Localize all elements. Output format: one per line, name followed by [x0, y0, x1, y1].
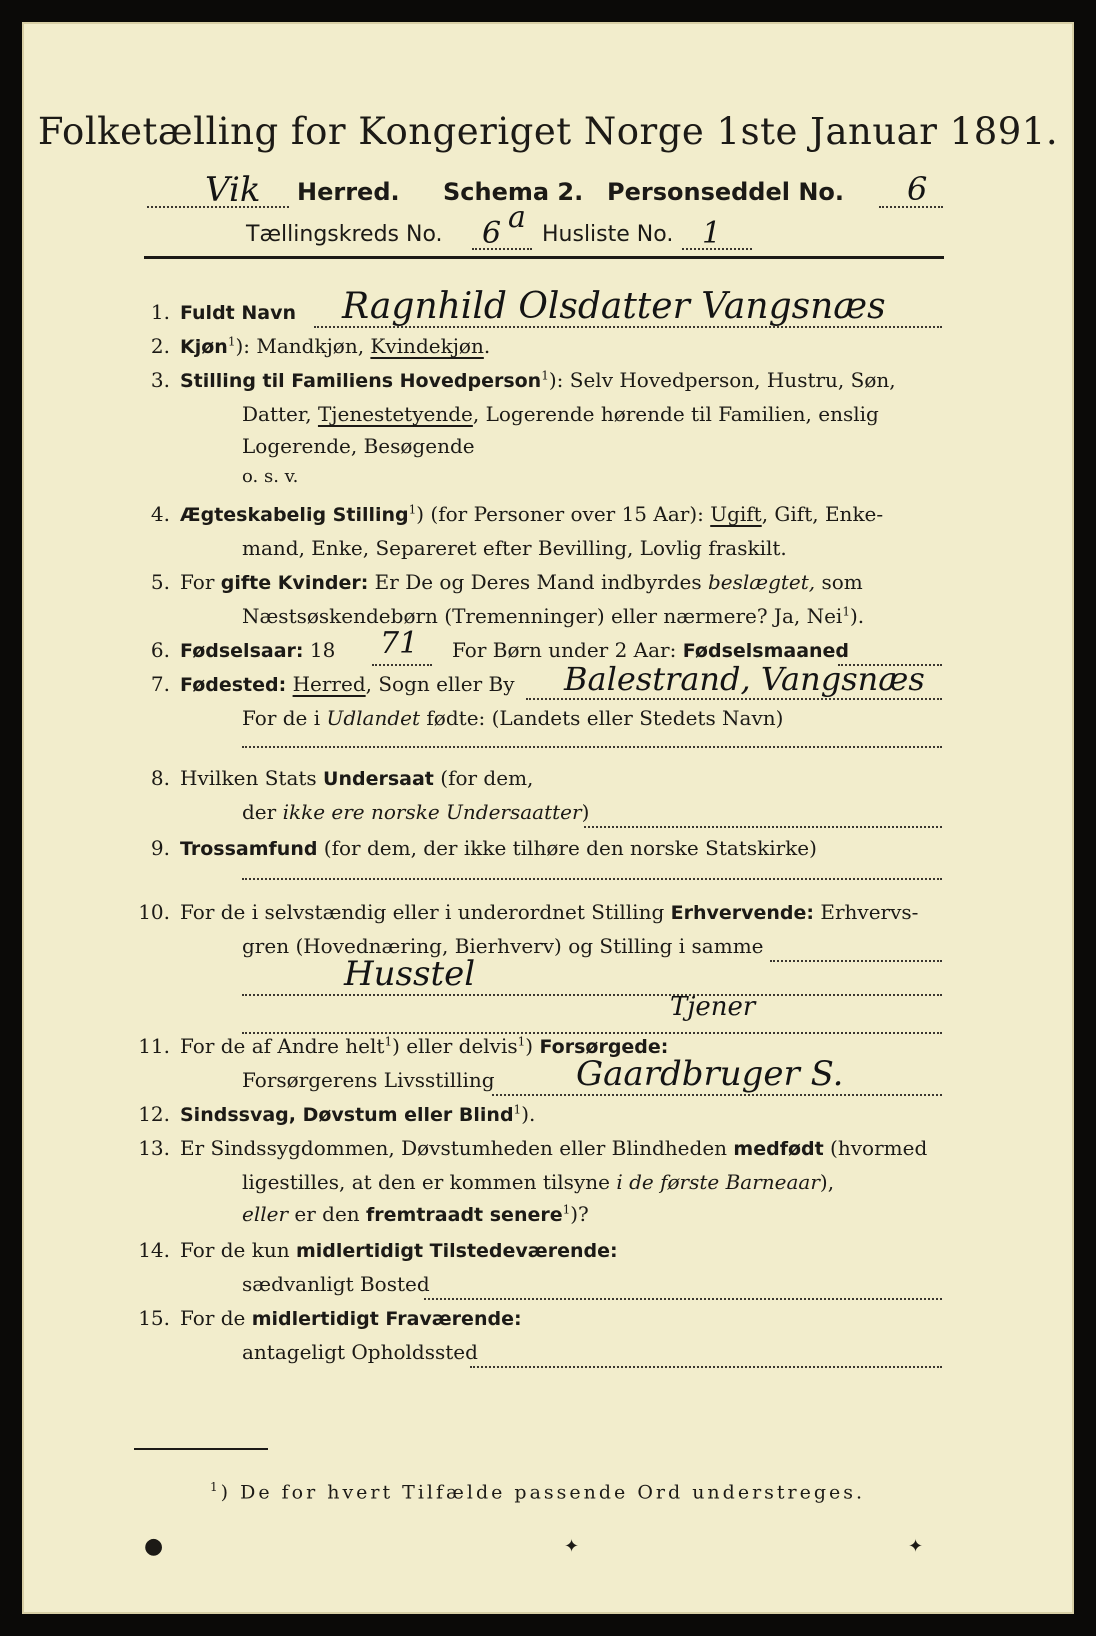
occupation-answer-2: Tjener	[670, 992, 756, 1022]
item-11: 11. For de af Andre helt$^1$) eller delvis$^1$) Forsørgede:	[138, 1034, 669, 1058]
item-8: 8. Hvilken Stats Undersaat (for dem,	[150, 766, 534, 790]
husliste-value: 1	[702, 216, 722, 251]
header-line-kreds	[246, 200, 866, 254]
item-5: 5. For gifte Kvinder: Er De og Deres Mand indbyrdes beslægtet, som	[150, 570, 863, 594]
item-9: 9. Trossamfund (for dem, der ikke tilhøre den norske Statskirke)	[150, 836, 817, 860]
footnote: $^1$) De for hvert Tilfælde passende Ord understreges.	[210, 1480, 866, 1504]
item-6: 6. Fødselsaar: 18	[150, 638, 336, 662]
item-14: 14. For de kun midlertidigt Tilstedeværende:	[138, 1238, 618, 1262]
item-13: 13. Er Sindssygdommen, Døvstumheden eller Blindheden medfødt (hvormed	[138, 1136, 928, 1160]
form-title: Folketælling for Kongeriget Norge 1ste Januar 1891.	[37, 110, 1059, 153]
personseddel-value: 6	[907, 170, 928, 208]
kreds-superscript: a	[508, 200, 526, 235]
full-name-answer: Ragnhild Olsdatter Vangsnæs	[342, 286, 886, 327]
birthplace-answer: Balestrand, Vangsnæs	[564, 660, 925, 698]
schema-label: Schema 2.	[443, 178, 584, 206]
kreds-value: 6	[482, 216, 502, 251]
item-4: 4. Ægteskabelig Stilling$^1$) (for Personer over 15 Aar): Ugift, Gift, Enke-	[150, 502, 884, 526]
item-7: 7. Fødested: Herred, Sogn eller By	[150, 672, 515, 696]
husliste-label: Husliste No.	[542, 222, 674, 247]
occupation-answer: Husstel	[344, 954, 476, 994]
item-10: 10. For de i selvstændig eller i underordnet Stilling Erhvervende: Erhvervs-	[138, 900, 919, 924]
birth-year-answer: 71	[380, 626, 419, 661]
header-line-herred	[147, 172, 951, 212]
item-15: 15. For de midlertidigt Fraværende:	[138, 1306, 522, 1330]
ink-mark-left: ●	[144, 1534, 164, 1559]
item-3: 3. Stilling til Familiens Hovedperson$^1$): Selv Hovedperson, Hustru, Søn,	[150, 368, 896, 392]
position-answer-tjenestetyende: Tjenestetyende	[317, 402, 473, 426]
provider-answer: Gaardbruger S.	[576, 1054, 844, 1094]
marital-answer-ugift: Ugift	[710, 502, 762, 526]
herred-value: Vik	[205, 170, 261, 210]
ink-mark-right: ✦	[908, 1536, 924, 1557]
census-form-page: Folketælling for Kongeriget Norge 1ste Januar 1891. Vik Herred. Schema 2. Personseddel No. 6 Tællingskreds No. 6 a Husliste No. 1 1. Fuldt Navn Ragnhild Olsdatter Vangsnæs 2. Kjøn$^1$): Mandkjøn, Kvindekjøn. 3. Stilling til Familiens Hovedperson$^1$): Selv Hovedperson, Hustru, Søn, Datter, Tjenestetyende, Logerende hørende til Familien, enslig Logerende, Besøgende o. s. v. 4. Ægteskabelig Stilling$^1$) (for Personer over 15 Aar): Ugift, Gift, Enke- mand, Enke, Separeret efter Bevilling, Lovlig fraskilt. 5. For gifte Kvinder: Er De og Deres Mand indbyrdes beslægtet, som Næstsøskendebørn (Tremenninger) eller nærmere? Ja, Nei$^1$). 6. Fødselsaar: 18 71 For Børn under 2 Aar: Fødselsmaaned 7. Fødested: Herred, Sogn eller By Balestrand, Vangsnæs For de i Udlandet fødte: (Landets eller Stedets Navn) 8. Hvilken Stats Undersaat (for dem, der ikke ere norske Undersaatter) 9. Trossamfund (for dem, der ikke tilhøre den norske Statskirke) 10. For de i selvstændig eller i underordnet Stilling Erhvervende: Erhvervs- gren (Hovednæring, Bierhverv) og Stilling i samme Husstel Tjener 11. For de af Andre helt$^1$) eller delvis$^1$) Forsørgede: Forsørgerens Livsstilling Gaardbruger S. 12. Sindssvag, Døvstum eller Blind$^1$). 13. Er Sindssygdommen, Døvstumheden eller Blindheden medfødt (hvormed ligestilles, at den er kommen tilsyne i de første Barneaar), eller er den fremtraadt senere$^1$)? 14. For de kun midlertidigt Tilstedeværende: sædvanligt Bosted 15. For de midlertidigt Fraværende: antageligt Opholdssted $^1$) De for hvert Tilfælde passende Ord understreges. ● ✦ ✦	[22, 22, 1074, 1614]
footnote-rule	[134, 1448, 268, 1450]
ink-mark-center: ✦	[564, 1536, 580, 1557]
herred-label: Herred.	[297, 178, 400, 206]
personseddel-label: Personseddel No.	[607, 178, 845, 206]
sex-answer-kvindekjon: Kvindekjøn	[370, 334, 484, 358]
item-2: 2. Kjøn$^1$): Mandkjøn, Kvindekjøn.	[150, 334, 491, 358]
kreds-label: Tællingskreds No.	[246, 222, 443, 247]
full-name-label: Fuldt Navn	[180, 302, 297, 324]
item-12: 12. Sindssvag, Døvstum eller Blind$^1$).	[138, 1102, 536, 1126]
item-1: 1. Fuldt Navn	[150, 300, 297, 324]
header-rule	[144, 256, 944, 259]
